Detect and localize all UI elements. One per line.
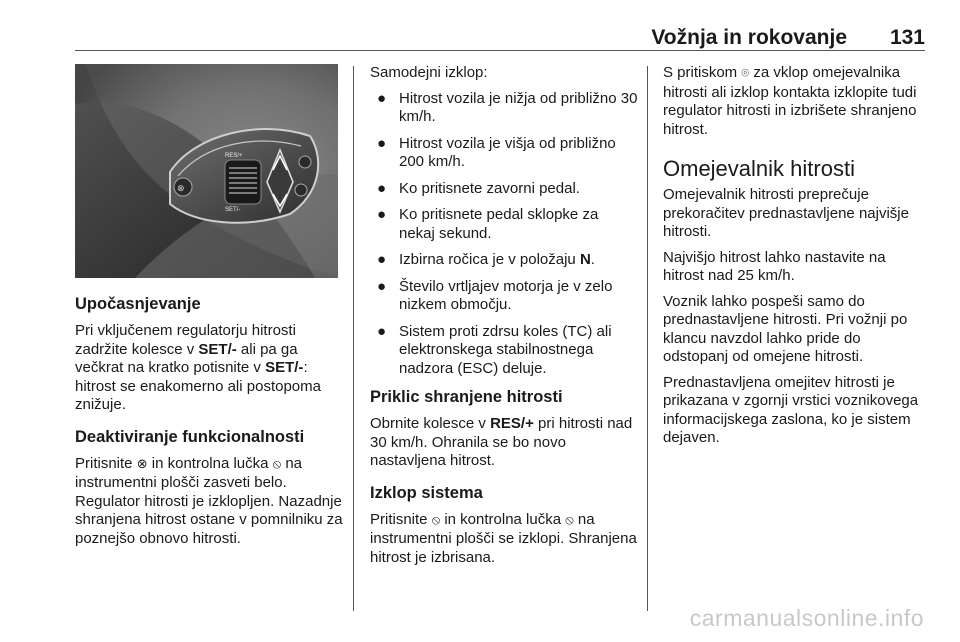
heading-decelerate: Upočasnjevanje [75, 295, 201, 313]
paragraph-resume: Obrnite kolesce v RES/+ pri hitrosti nad 30 km/h. Ohranila se bo novo nastavljena hitrost. [370, 415, 633, 469]
auto-off-list [370, 90, 638, 379]
heading-speed-limiter: Omejevalnik hitrosti [663, 156, 855, 181]
column-divider [647, 66, 648, 611]
figure-set-label: SET/- [225, 207, 241, 213]
heading-resume: Priklic shranjene hitrosti [370, 388, 563, 406]
steering-wheel-illustration [75, 64, 338, 278]
cruise-off-icon: ⊗ [136, 456, 148, 472]
page-number: 131 [889, 26, 925, 49]
list-item: ● Izbirna ročica je v položaju N. [377, 251, 595, 268]
list-item: ● Ko pritisnete zavorni pedal. [377, 179, 580, 197]
paragraph-limiter: Voznik lahko pospeši samo do prednastavljene hitrosti. Pri vožnji po klancu navzdol lahko pride do odstopanj od omejene hitrosti. [663, 292, 908, 365]
list-item: ● Ko pritisnete pedal sklopke za nekaj sekund. [377, 206, 599, 242]
paragraph-decelerate: Pri vključenem regulatorju hitrosti zadržite kolesce v SET/- ali pa ga večkrat na kratko potisnite v SET/-: hitrost se enakomerno ali postopoma znižuje. [75, 322, 321, 413]
cruise-indicator-icon: ⦸ [565, 512, 574, 528]
column-2 [370, 64, 638, 574]
cruise-indicator-icon: ⦸ [272, 456, 282, 472]
svg-text:⊗: ⊗ [177, 184, 185, 194]
paragraph-limiter: Prednastavljena omejitev hitrosti je prikazana v zgornji vrstici voznikovega informacijskega zaslona, ko je sistem dejaven. [663, 373, 919, 446]
list-item: ● Hitrost vozila je nižja od približno 30 km/h. [377, 89, 638, 125]
paragraph-limiter: Omejevalnik hitrosti preprečuje prekoračitev prednastavljene najvišje hitrosti. [663, 186, 909, 240]
list-item: ● Hitrost vozila je višja od približno 200 km/h. [377, 134, 616, 170]
paragraph-switch-off: Pritisnite ⦸ in kontrolna lučka ⦸ na instrumentni plošči se izklopi. Shranjena hitrost je izbrisana. [370, 510, 637, 566]
heading-deactivate: Deaktiviranje funkcionalnosti [75, 427, 305, 446]
paragraph-deactivate: Pritisnite ⊗ in kontrolna lučka ⦸ na instrumentni plošči zasveti belo. Regulator hitrosti je izklopljen. Nazadnje shranjena hitrost ostane v pomnilniku za poznejšo obnovo hitrosti. [75, 454, 343, 547]
speed-limiter-icon: ⌾ [741, 66, 750, 81]
heading-switch-off: Izklop sistema [370, 483, 483, 502]
paragraph-limiter: Najvišjo hitrost lahko nastavite na hitrost nad 25 km/h. [663, 248, 886, 284]
column-divider [353, 66, 354, 611]
figure-res-label: RES/+ [225, 153, 243, 159]
header-rule [75, 50, 925, 51]
column-1 [75, 64, 343, 555]
cruise-indicator-icon: ⦸ [431, 512, 441, 528]
list-item: ● Sistem proti zdrsu koles (TC) ali elektronskega stabilnostnega nadzora (ESC) deluje. [377, 322, 612, 377]
auto-off-intro: Samodejni izklop: [370, 64, 488, 81]
page-title: Vožnja in rokovanje [651, 26, 847, 49]
watermark: carmanualsonline.info [689, 605, 924, 631]
list-item: ● Število vrtljajev motorja je v zelo nizkem območju. [377, 277, 613, 313]
page-header [75, 24, 925, 50]
paragraph-limiter-switch: S pritiskom ⌾ za vklop omejevalnika hitrosti ali izklop kontakta izklopite tudi regulator hitrosti in izbrišete shranjeno hitrost. [663, 64, 917, 138]
column-3 [663, 64, 928, 455]
steering-wheel-figure [75, 64, 338, 278]
